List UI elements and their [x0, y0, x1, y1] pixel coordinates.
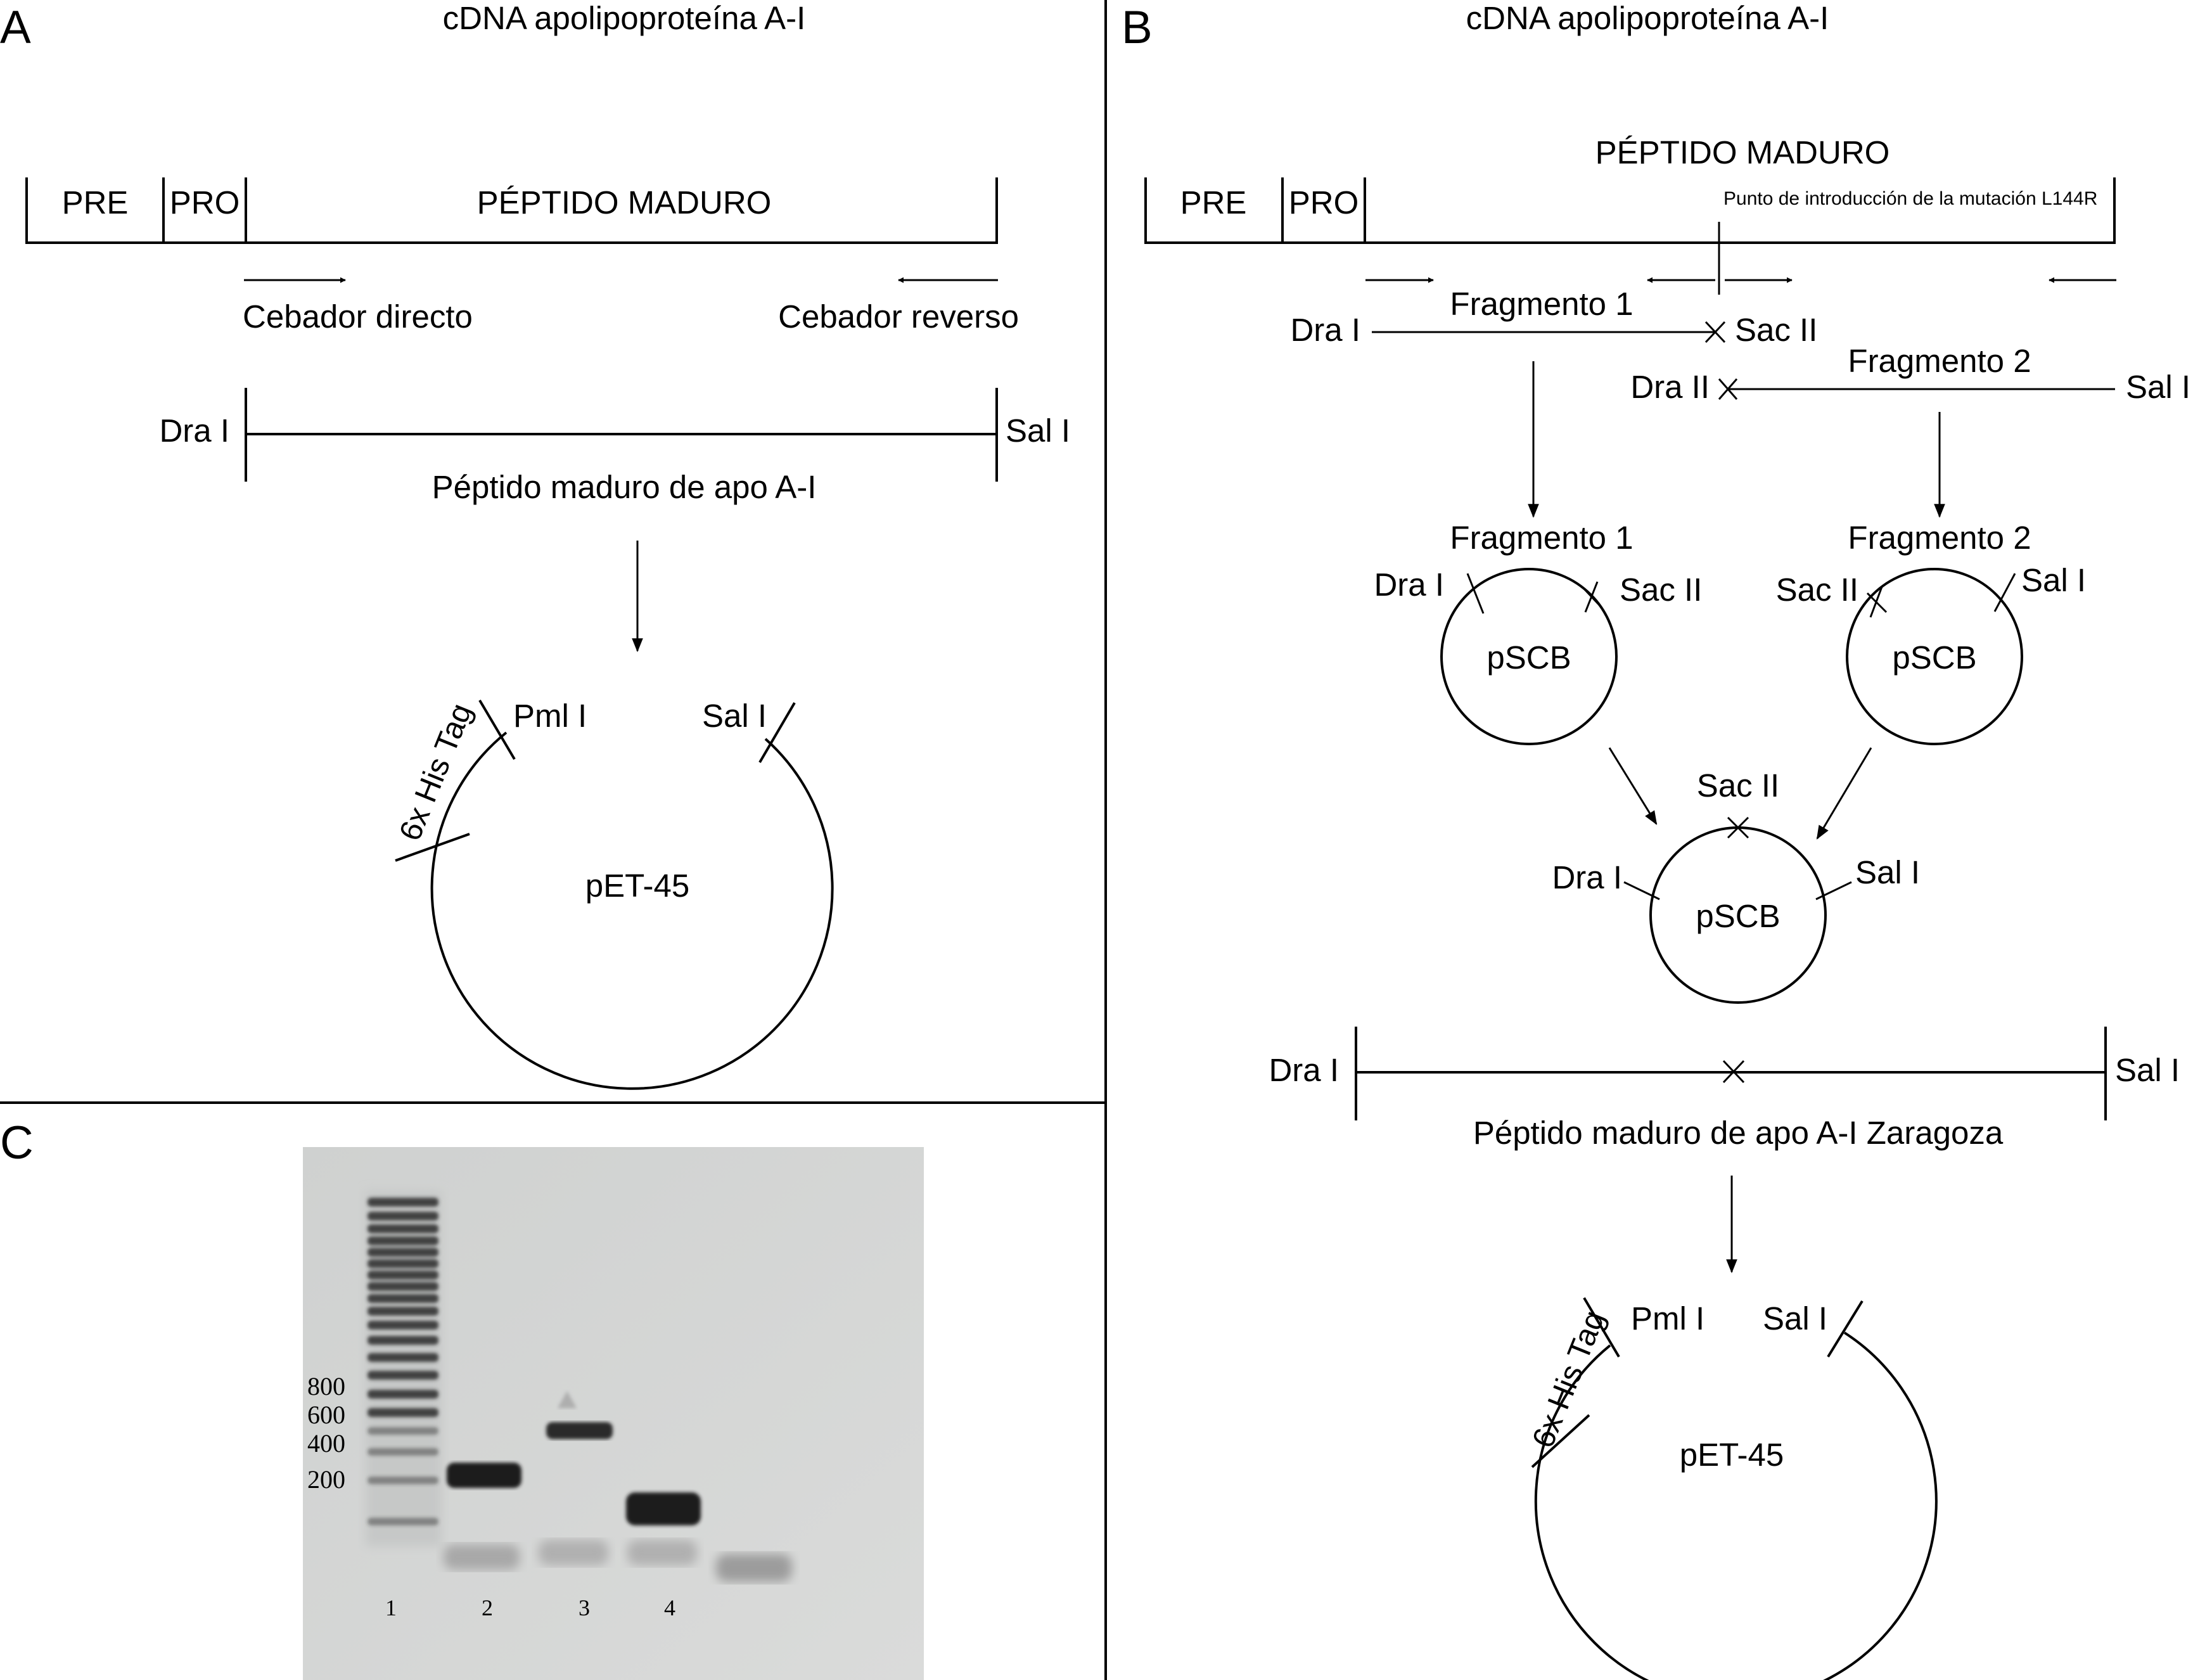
- sal-i-plasmid-a: Sal I: [702, 698, 767, 734]
- vector2-name: pSCB: [1892, 639, 1977, 676]
- ladder-band: [368, 1198, 438, 1207]
- panel-c-letter: C: [0, 1117, 34, 1169]
- ladder-band: [368, 1371, 438, 1380]
- fragment2-sal-i: Sal I: [2126, 369, 2191, 405]
- lane-label-2: 2: [482, 1595, 493, 1620]
- vector3-sac-ii: Sac II: [1696, 767, 1780, 804]
- lane-label-3: 3: [579, 1595, 590, 1620]
- ladder-band: [368, 1307, 438, 1316]
- forward-primer-label: Cebador directo: [243, 298, 473, 335]
- panel-a-title: cDNA apolipoproteína A-I: [442, 0, 806, 36]
- pro-segment-a: PRO: [169, 184, 240, 221]
- ladder-mark-800: 800: [307, 1372, 345, 1401]
- dra-i-site-a: Dra I: [159, 413, 229, 449]
- mutation-point-note: Punto de introducción de la mutación L144R: [1723, 188, 2098, 209]
- vector3-dra-i: Dra I: [1552, 859, 1622, 895]
- reverse-primer-label: Cebador reverso: [778, 298, 1019, 335]
- ladder-band: [368, 1294, 438, 1303]
- pml-i-site-a: Pml I: [513, 698, 587, 734]
- fragment2-dra-ii: Dra II: [1630, 369, 1710, 405]
- ladder-band: [368, 1282, 438, 1291]
- ladder-band: [368, 1321, 438, 1330]
- vector3-sal-i: Sal I: [1855, 854, 1921, 890]
- vector1-name: pSCB: [1487, 639, 1571, 676]
- fragment2-label: Fragmento 2: [1848, 343, 2031, 379]
- panel-a: [0, 0, 1070, 1089]
- plasmid-b-name: pET-45: [1679, 1437, 1784, 1473]
- ladder-band: [368, 1427, 438, 1435]
- arrow-vector2-to-merged: [1817, 748, 1871, 838]
- ladder-band: [368, 1224, 438, 1233]
- panel-b: [1122, 0, 2190, 1680]
- his-tag-label-b: 6x His Tag: [1526, 1305, 1612, 1453]
- arrow-vector1-to-merged: [1609, 748, 1656, 824]
- ladder-band: [368, 1518, 438, 1525]
- lane-label-4: 4: [664, 1595, 675, 1620]
- ladder-band: [368, 1477, 438, 1484]
- sal-i-plasmid-b: Sal I: [1763, 1300, 1828, 1337]
- ladder-mark-600: 600: [307, 1401, 345, 1429]
- vector1-label: Fragmento 1: [1450, 520, 1634, 556]
- panel-a-letter: A: [0, 2, 31, 53]
- ladder-band: [368, 1259, 438, 1268]
- final-dra-i: Dra I: [1269, 1052, 1339, 1088]
- fragment-caption-a: Péptido maduro de apo A-I: [432, 469, 817, 505]
- vector2-sal-i: Sal I: [2021, 562, 2087, 598]
- panel-b-letter: B: [1122, 2, 1153, 53]
- his-tag-label-a: 6x His Tag: [393, 698, 479, 846]
- fragment1-dra-i: Dra I: [1290, 312, 1360, 348]
- vector2-label: Fragmento 2: [1848, 520, 2031, 556]
- ladder-band: [368, 1248, 438, 1257]
- ladder-mark-200: 200: [307, 1465, 345, 1494]
- ladder-band: [368, 1336, 438, 1345]
- ladder-band: [368, 1448, 438, 1456]
- ladder-band: [368, 1408, 438, 1417]
- pre-segment-a: PRE: [61, 184, 129, 221]
- ladder-band: [368, 1353, 438, 1362]
- vector2-sac-ii: Sac II: [1775, 572, 1858, 608]
- pre-segment-b: PRE: [1180, 184, 1247, 221]
- vector1-dra-i: Dra I: [1374, 567, 1444, 603]
- ladder-size-labels: [307, 1372, 345, 1494]
- vector3-name: pSCB: [1696, 898, 1781, 934]
- final-sal-i: Sal I: [2115, 1052, 2180, 1088]
- vector1-sac-ii: Sac II: [1620, 572, 1703, 608]
- lane-label-1: 1: [385, 1595, 397, 1620]
- fragment1-label: Fragmento 1: [1450, 286, 1634, 322]
- panel-b-title: cDNA apolipoproteína A-I: [1466, 0, 1829, 36]
- mature-segment-a: PÉPTIDO MADURO: [476, 184, 772, 221]
- pml-i-site-b: Pml I: [1631, 1300, 1705, 1337]
- mature-segment-b: PÉPTIDO MADURO: [1595, 134, 1890, 170]
- ladder-mark-400: 400: [307, 1429, 345, 1458]
- final-fragment-b: [1356, 1027, 2106, 1120]
- ladder-band: [368, 1390, 438, 1399]
- plasmid-a-name: pET-45: [585, 868, 690, 904]
- ladder-band: [368, 1271, 438, 1279]
- ladder-band: [368, 1236, 438, 1245]
- ladder-band: [368, 1212, 438, 1221]
- panel-c: [0, 1117, 924, 1680]
- fragment1-sac-ii: Sac II: [1735, 312, 1818, 348]
- fragment-a: [246, 388, 997, 482]
- sal-i-site-a: Sal I: [1006, 413, 1071, 449]
- final-caption: Péptido maduro de apo A-I Zaragoza: [1473, 1115, 2004, 1151]
- pro-segment-b: PRO: [1288, 184, 1359, 221]
